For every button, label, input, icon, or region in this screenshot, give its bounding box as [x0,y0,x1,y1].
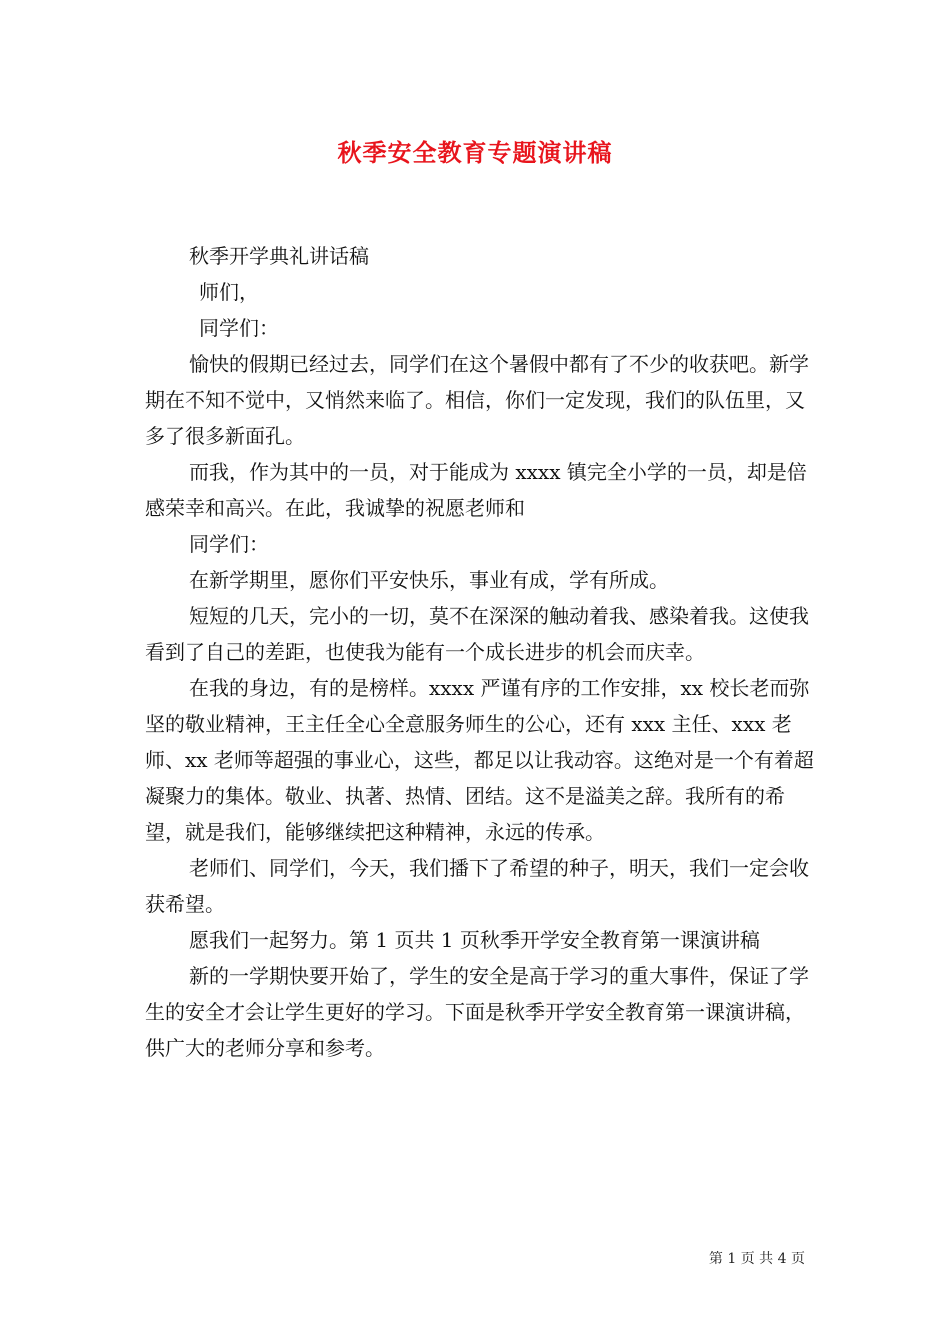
document-body [145,238,815,1066]
paragraph: 在我的身边，有的是榜样。xxxx 严谨有序的工作安排，xx 校长老而弥坚的敬业精神，王主任全心全意服务师生的公心，还有 xxx 主任、xxx 老师、xx 老师等超强的事业心，这些，都足以让我动容。这绝对是一个有着超凝聚力的集体。敬业、执著、热情、团结。这不是溢美之辞。我所有的希望，就是我们，能够继续把这种精神，永远的传承。 [145,676,814,844]
subheading: 秋季开学典礼讲话稿 [189,244,369,268]
paragraph: 愉快的假期已经过去，同学们在这个暑假中都有了不少的收获吧。新学期在不知不觉中，又悄然来临了。相信，你们一定发现，我们的队伍里，又多了很多新面孔。 [145,352,809,448]
paragraph: 在新学期里，愿你们平安快乐，事业有成，学有所成。 [189,568,669,592]
paragraph: 而我，作为其中的一员，对于能成为 xxxx 镇完全小学的一员，却是倍感荣幸和高兴。在此，我诚挚的祝愿老师和 [145,460,807,520]
paragraph: 短短的几天，完小的一切，莫不在深深的触动着我、感染着我。这使我看到了自己的差距，也使我为能有一个成长进步的机会而庆幸。 [145,604,809,664]
document-title: 秋季安全教育专题演讲稿 [337,138,613,167]
greeting-students: 同学们： [199,316,279,340]
paragraph: 同学们： [189,532,269,556]
page-number: 第 1 页 共 4 页 [708,1251,805,1267]
paragraph: 愿我们一起努力。第 1 页共 1 页秋季开学安全教育第一课演讲稿 [189,928,760,952]
greeting-teachers: 师们， [199,280,259,304]
paragraph: 新的一学期快要开始了，学生的安全是高于学习的重大事件，保证了学生的安全才会让学生更好的学习。下面是秋季开学安全教育第一课演讲稿，供广大的老师分享和参考。 [145,964,809,1060]
paragraph: 老师们、同学们，今天，我们播下了希望的种子，明天，我们一定会收获希望。 [145,856,809,916]
